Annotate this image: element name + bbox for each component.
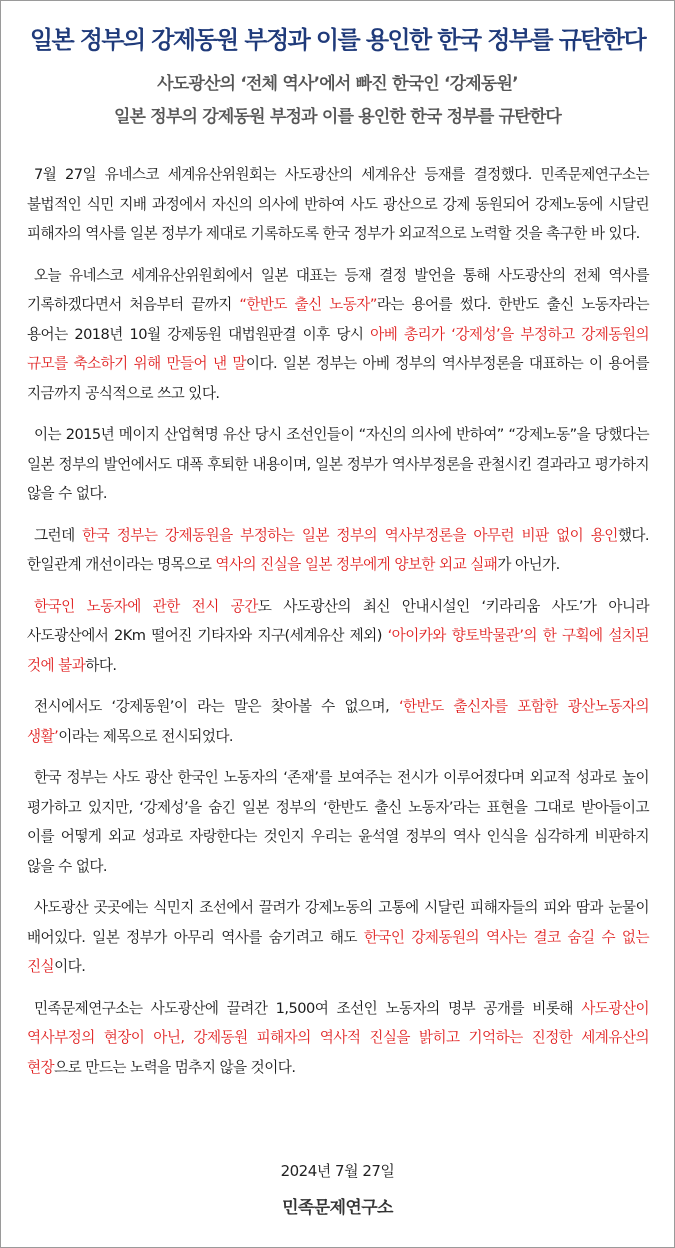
- paragraph-text: 가 아닌가.: [497, 556, 560, 573]
- paragraph: [27, 994, 649, 1083]
- highlighted-text: 사도광산이 역사부정의 현장이 아닌, 강제동원 피해자의 역사적 진실을 밝히고 기억하는 진정한 세계유산의 현장: [27, 999, 649, 1076]
- paragraph-text: 그런데: [34, 526, 83, 544]
- paragraph-text: 하다.: [85, 656, 117, 674]
- highlighted-text: 한국 정부는 강제동원을 부정하는 일본 정부의 역사부정론을 아무런 비판 없이 용인: [82, 526, 618, 544]
- highlighted-text: “한반도 출신 노동자”: [239, 296, 377, 313]
- paragraph: [27, 261, 649, 409]
- paragraph-text: 도 사도광산의 최신 안내시설인 ‘키라리움 사도’가 아니라 사도광산에서 2Km 떨어진 기타자와 지구(세계유산 제외): [27, 597, 649, 644]
- paragraph: [27, 592, 649, 681]
- highlighted-text: 아베 총리가 ‘강제성’을 부정하고 강제동원의 규모를 축소하기 위해 만들어 낸 말: [27, 325, 649, 372]
- paragraph-text: 민족문제연구소는 사도광산에 끌려간 1,500여 조선인 노동자의 명부 공개를 비롯해: [34, 999, 582, 1017]
- paragraph-text: 사도광산 곳곳에는 식민지 조선에서 끌려가 강제노동의 고통에 시달린 피해자들의 피와 땀과 눈물이 배어있다. 일본 정부가 아무리 역사를 숨기려고 해도: [27, 899, 649, 946]
- organization-signature: 민족문제연구소: [282, 1198, 393, 1218]
- paragraph-text: 7월 27일 유네스코 세계유산위원회는 사도광산의 세계유산 등재를 결정했다. 민족문제연구소는 불법적인 식민 지배 과정에서 자신의 의사에 반하여 사도 광산으로 강제 동원되어 강제노동에 시달린 피해자의 역사를 일본 정부가 제대로 기록하도록 한국 정부가 외교적으로 노력할 것을 촉구한 바 있다.: [27, 166, 649, 242]
- paragraph: [27, 692, 649, 751]
- paragraph-text: 오늘 유네스코 세계유산위원회에서 일본 대표는 등재 결정 발언을 통해 사도광산의 전체 역사를 기록하겠다면서 처음부터 끝까지: [27, 266, 649, 313]
- paragraph: [27, 420, 649, 509]
- paragraph: [27, 893, 649, 982]
- statement-body: [27, 160, 649, 1094]
- highlighted-text: ‘아이카와 향토박물관’의 한 구획에 설치된 것에 불과: [27, 627, 649, 674]
- highlighted-text: 역사의 진실을 일본 정부에게 양보한 외교 실패: [215, 556, 498, 573]
- highlighted-text: 한국인 노동자에 관한 전시 공간: [34, 597, 258, 615]
- subtitle-line-1: 사도광산의 ‘전체 역사’에서 빠진 한국인 ‘강제동원’: [157, 74, 518, 94]
- highlighted-text: ‘한반도 출신자를 포함한 광산노동자의 생활’: [27, 698, 650, 745]
- paragraph-text: 전시에서도 ‘강제동원’이 라는 말은 찾아볼 수 없으며,: [34, 698, 399, 715]
- paragraph-text: 이다. 일본 정부는 아베 정부의 역사부정론을 대표하는 이 용어를 지금까지 공식적으로 쓰고 있다.: [27, 355, 649, 402]
- paragraph-text: 했다. 한일관계 개선이라는 명목으로: [27, 526, 650, 573]
- paragraph-text: 으로 만드는 노력을 멈추지 않을 것이다.: [54, 1058, 296, 1076]
- paragraph-text: 라는 용어를 썼다. 한반도 출신 노동자라는 용어는 2018년 10월 강제동원 대법원판결 이후 당시: [27, 296, 649, 343]
- paragraph-text: 이는 2015년 메이지 산업혁명 유산 당시 조선인들이 “자신의 의사에 반하여” “강제노동”을 당했다는 일본 정부의 발언에서도 대폭 후퇴한 내용이며, 일본 정부가 역사부정론을 관철시킨 결과라고 평가하지 않을 수 없다.: [27, 426, 649, 502]
- paragraph: [27, 763, 649, 881]
- subtitle-line-2: 일본 정부의 강제동원 부정과 이를 용인한 한국 정부를 규탄한다: [113, 107, 562, 127]
- paragraph-text: 이다.: [54, 958, 86, 975]
- document-title: 일본 정부의 강제동원 부정과 이를 용인한 한국 정부를 규탄한다: [29, 26, 646, 54]
- highlighted-text: 한국인 강제동원의 역사는 결코 숨길 수 없는 진실: [27, 928, 649, 975]
- paragraph: [27, 160, 649, 249]
- statement-date: 2024년 7월 27일: [280, 1162, 395, 1180]
- paragraph-text: 이라는 제목으로 전시되었다.: [58, 727, 234, 745]
- paragraph-text: 한국 정부는 사도 광산 한국인 노동자의 ‘존재’를 보여주는 전시가 이루어졌다며 외교적 성과로 높이 평가하고 있지만, ‘강제성’을 숨긴 일본 정부의 ‘한반도 출신 노동자’라는 표현을 그대로 받아들이고 이를 어떻게 외교 성과로 자랑한다는 것인지 우리는 윤석열 정부의 역사 인식을 심각하게 비판하지 않을 수 없다.: [27, 769, 649, 875]
- paragraph: [27, 521, 649, 580]
